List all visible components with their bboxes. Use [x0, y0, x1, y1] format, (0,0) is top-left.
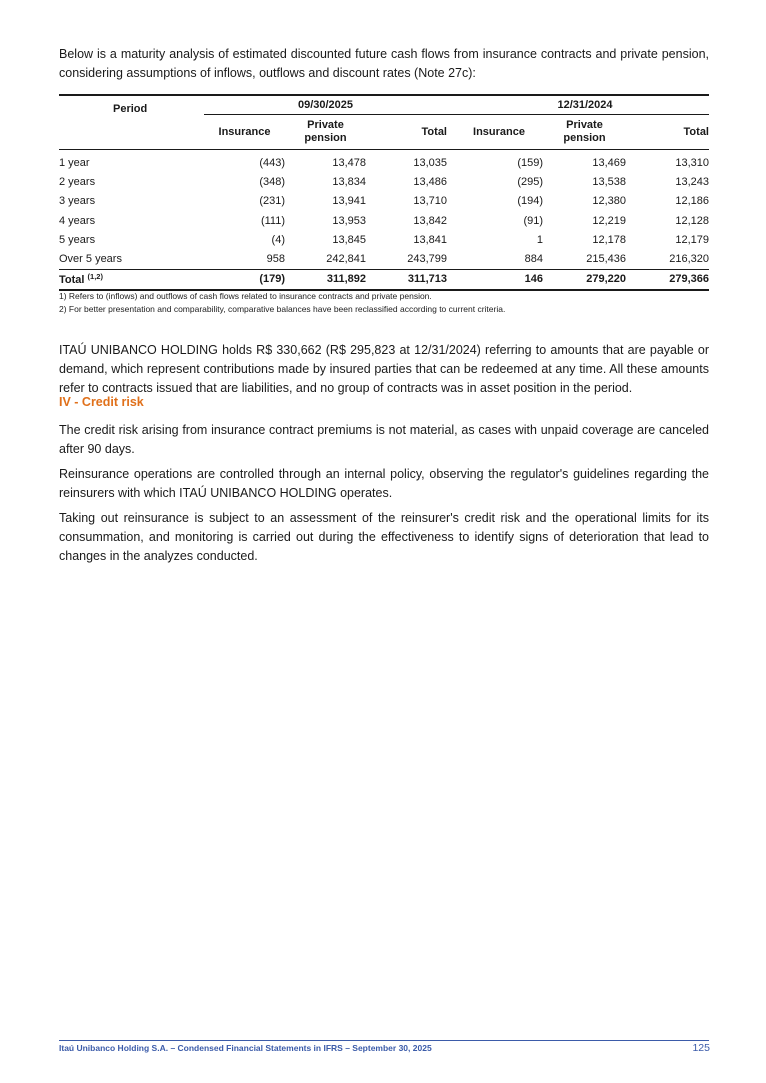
table-row: 3 years (231) 13,941 13,710 (194) 12,380 12,186 [59, 195, 709, 208]
paragraph-payable-amounts: ITAÚ UNIBANCO HOLDING holds R$ 330,662 (R$ 295,823 at 12/31/2024) referring to amounts that are payable or demand, which represent contributions made by insured parties that can be redeemed at any time. All these amounts refer to contracts issued that are liabilities, and no group of contracts was in asset position in the period. [59, 343, 709, 395]
date-header-2024: 12/31/2024 [447, 96, 709, 115]
intro-text: Below is a maturity analysis of estimated discounted future cash flows from insurance contracts and private pension, considering assumptions of inflows, outflows and discount rates (Note 27c): [59, 47, 709, 80]
col-private-pension-2024: Private pension [543, 115, 626, 150]
footer-title: Itaú Unibanco Holding S.A. – Condensed Financial Statements in IFRS – September 30, 2025 [59, 1043, 432, 1053]
table-row: 2 years (348) 13,834 13,486 (295) 13,538 13,243 [59, 175, 709, 188]
table-row: 5 years (4) 13,845 13,841 1 12,178 12,179 [59, 233, 709, 246]
col-insurance-2024: Insurance [447, 115, 543, 150]
period-header: Period [59, 96, 204, 150]
table-footnotes [59, 290, 709, 316]
paragraph-reinsurance-policy: Reinsurance operations are controlled through an internal policy, observing the regulator's guidelines regarding the reinsurers with which ITAÚ UNIBANCO HOLDING operates. [59, 467, 709, 500]
paragraph-premiums: The credit risk arising from insurance contract premiums is not material, as cases with unpaid coverage are canceled after 90 days. [59, 423, 709, 456]
col-total-2025: Total [366, 115, 447, 150]
total-row: Total $^{(1,2)}$ (179) 311,892 311,713 146 279,220 279,366 [59, 269, 709, 290]
table-row: 4 years (111) 13,953 13,842 (91) 12,219 12,128 [59, 214, 709, 227]
table-row: 1 year (443) 13,478 13,035 (159) 13,469 13,310 [59, 156, 709, 169]
date-header-2025: 09/30/2025 [204, 96, 447, 115]
col-private-pension-2025: Private pension [285, 115, 366, 150]
page-number: 125 [692, 1042, 710, 1054]
footnote-2: 2) For better presentation and comparability, comparative balances have been reclassified according to current criteria. [59, 304, 506, 314]
col-total-2024: Total [626, 115, 709, 150]
total-label: Total $^{(1,2)}$ [59, 269, 204, 290]
footer-divider [59, 1040, 709, 1041]
col-insurance-2025: Insurance [204, 115, 285, 150]
paragraph-reinsurance-assessment: Taking out reinsurance is subject to an assessment of the reinsurer's credit risk and the operational limits for its consummation, and monitoring is carried out during the effectiveness to identify signs of deterioration that lead to changes in the analyzes conducted. [59, 511, 709, 563]
maturity-table [59, 94, 709, 291]
table-row: Over 5 years 958 242,841 243,799 884 215,436 216,320 [59, 253, 709, 266]
section-heading-credit-risk: IV - Credit risk [59, 395, 144, 409]
footnote-1: 1) Refers to (inflows) and outflows of cash flows related to insurance contracts and private pension. [59, 291, 432, 301]
